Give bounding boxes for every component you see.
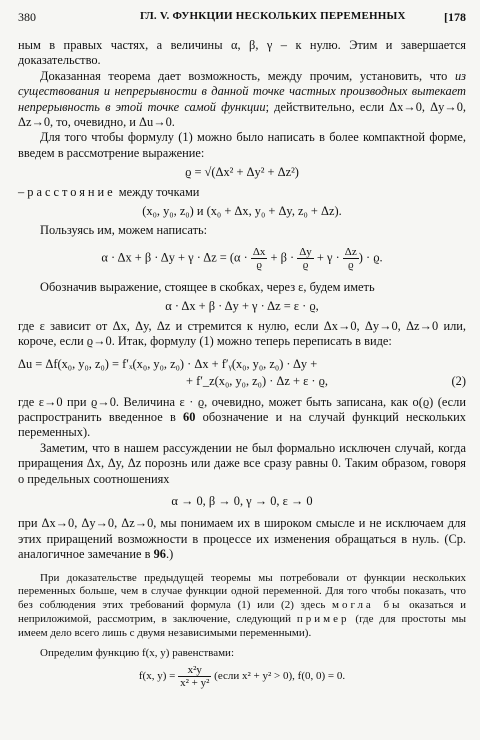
text-run: При доказательстве предыдущей теоремы мы потребовали от функции нескольких переменных больше, чем в случае функции одной переменной. Для того чтобы показать, что без соблюдения этих требований формула (1) или (2) здесь <box>18 571 466 612</box>
paragraph <box>18 69 466 131</box>
formula-part: + β · <box>267 250 298 265</box>
text-run: (где для простоты мы имеем дело всего лишь с двумя независимыми переменными). <box>18 612 466 639</box>
formula-part: + γ · <box>313 250 343 265</box>
numerator: Δz <box>344 245 357 258</box>
numerator: x²y <box>178 664 211 677</box>
dash: – <box>18 184 28 199</box>
fraction <box>297 246 314 271</box>
paragraph: Обозначив выражение, стоящее в скобках, через ε, будем иметь <box>40 279 375 294</box>
paragraph: Для того чтобы формулу (1) можно было написать в более компактной форме, введем в рассмотрение выражение: <box>18 130 466 160</box>
text-run: где ε→0 при ϱ→0. Величина ε · ϱ, очевидно, может быть записана, как o(ϱ) (если распространить введенное в <box>18 394 466 424</box>
denominator: ϱ <box>302 258 309 271</box>
formula-text: + f′_z(x₀, y₀, z₀) · Δz + ε · ϱ, <box>186 373 329 388</box>
small-print-paragraph: Определим функцию f(x, y) равенствами: <box>40 646 235 659</box>
small-print-paragraph <box>18 572 466 641</box>
spaced-term: могла бы <box>332 599 403 612</box>
spaced-term: расстояние <box>27 184 116 199</box>
paragraph: Пользуясь им, можем написать: <box>40 223 208 238</box>
paragraph <box>18 395 466 441</box>
section-reference: 60 <box>183 409 196 424</box>
formula-part: f(x, y) = <box>138 670 179 683</box>
denominator: ϱ <box>256 258 262 271</box>
fraction <box>178 664 211 689</box>
fraction <box>251 246 268 271</box>
denominator: x² + y² <box>180 677 210 690</box>
page-body <box>18 38 466 689</box>
italic-text: из существования и непрерывности в данной точке частных производных вытекает непрерывность в этой точке самой функции <box>18 68 466 114</box>
paragraph: Заметим, что в нашем рассуждении не был формально исключен случай, когда приращения Δx, Δy, Δz порознь или даже все сразу равны 0. Таким образом, говоря о предельных соотношениях <box>18 440 466 486</box>
section-number: [178 <box>444 10 466 24</box>
paragraph <box>18 516 466 562</box>
formula-rho: ϱ = √(Δx² + Δy² + Δz²) <box>185 165 299 180</box>
paragraph: где ε зависит от Δx, Δy, Δz и стремится к нулю, если Δx→0, Δy→0, Δz→0 или, короче, если ϱ→0. Итак, формулу (1) можно теперь переписать в виде: <box>18 318 466 349</box>
formula-part: ) · ϱ. <box>358 250 383 265</box>
equation-number: (2) <box>451 373 466 388</box>
section-reference: 96 <box>153 547 166 562</box>
text-run: .) <box>166 547 174 562</box>
text-run: между точками <box>115 184 200 199</box>
text-run: оказаться и неприложимой, рассмотрим, в заключение, следующий <box>18 599 466 625</box>
formula-epsilon: α · Δx + β · Δy + γ · Δz = ε · ϱ, <box>165 299 319 314</box>
running-header <box>18 10 466 28</box>
spaced-term: пример <box>296 612 350 625</box>
text-run: при Δx→0, Δy→0, Δz→0, мы понимаем их в широком смысле и не исключаем для этих приращений возможности в процессе их изменения обращаться в нуль. (Ср. аналогичное замечание в <box>18 516 466 562</box>
formula-2-line-1 <box>18 357 466 374</box>
numerator: Δy <box>299 245 312 258</box>
paragraph: ным в правых частях, а величины α, β, γ – к нулю. Этим и завершается доказательство. <box>18 38 466 68</box>
paragraph <box>18 185 466 200</box>
text-run: ; действительно, если Δx→0, Δy→0, Δz→0, то, очевидно, и Δu→0. <box>18 99 466 130</box>
formula-expansion <box>18 246 466 271</box>
text-run: обозначение и на случай функций нескольких переменных). <box>18 409 466 440</box>
formula-part: (α · <box>229 250 251 265</box>
formula-part: α · Δx + β · Δy + γ · Δz = <box>101 250 230 265</box>
running-title: ГЛ. V. ФУНКЦИИ НЕСКОЛЬКИХ ПЕРЕМЕННЫХ <box>140 10 406 22</box>
numerator: Δx <box>252 245 266 258</box>
page-number: 380 <box>18 10 36 24</box>
fraction <box>343 246 359 271</box>
text-run: Доказанная теорема дает возможность, между прочим, установить, что <box>40 68 455 83</box>
formula-2-line-2 <box>18 374 466 391</box>
formula-limits: α → 0, β → 0, γ → 0, ε → 0 <box>171 493 313 508</box>
formula-text: Δu = Δf(x₀, y₀, z₀) = f′ₓ(x₀, y₀, z₀) · Δx + f′ᵧ(x₀, y₀, z₀) · Δy + <box>18 356 318 371</box>
formula-example <box>18 664 466 689</box>
formula-points: (x₀, y₀, z₀) и (x₀ + Δx, y₀ + Δy, z₀ + Δz). <box>142 204 342 219</box>
formula-part: (если x² + y² > 0), f(0, 0) = 0. <box>211 670 346 683</box>
denominator: ϱ <box>347 258 354 271</box>
